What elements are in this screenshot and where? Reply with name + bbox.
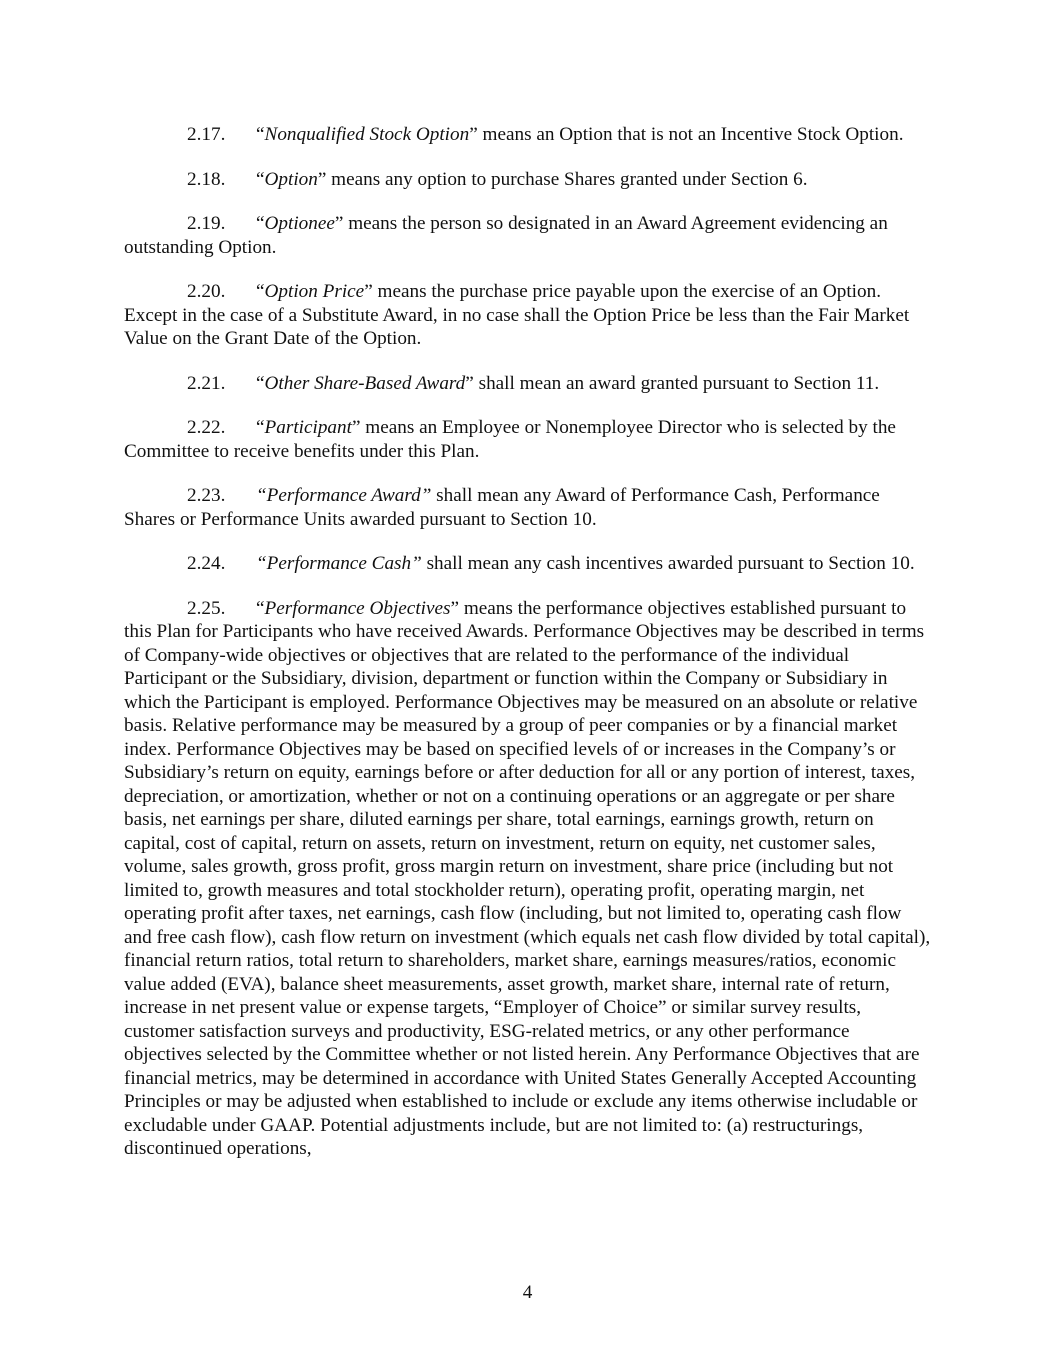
defined-term: Optionee — [264, 213, 335, 234]
definition-2-25 — [124, 597, 932, 1161]
definition-text: shall mean any Award of Performance Cash, Performance Shares or Performance Units awarded pursuant to Section 10. — [124, 485, 880, 530]
open-quote: “ — [256, 553, 267, 574]
definition-text: means the person so designated in an Award Agreement evidencing an outstanding Option. — [124, 213, 888, 258]
definition-text: means any option to purchase Shares granted under Section 6. — [326, 168, 808, 190]
definition-text: shall mean an award granted pursuant to Section 11. — [473, 372, 880, 394]
section-number: 2.18. — [187, 168, 226, 190]
defined-term: Performance Award — [266, 485, 421, 506]
close-quote: ” — [334, 213, 344, 234]
open-quote: “ — [256, 124, 265, 145]
definition-2-20 — [124, 280, 932, 351]
defined-term: Nonqualified Stock Option — [264, 124, 470, 145]
open-quote: “ — [256, 213, 265, 234]
definition-2-24 — [124, 552, 932, 576]
definition-text: means the performance objectives established pursuant to this Plan for Participants who have received Awards. Performance Objectives may be described in terms of Company-wide objectives or objectives that are related to the performance of the individual Participant or the Subsidiary, division, department or function within the Company or Subsidiary in which the Participant is employed. Performance Objectives may be measured on an absolute or relative basis. Relative performance may be measured by a group of peer companies or by a financial market index. Performance Objectives may be based on specified levels of or increases in the Company’s or Subsidiary’s return on equity, earnings before or after deduction for all or any portion of interest, taxes, depreciation, or amortization, whether or not on a continuing operations or an aggregate or per share basis, net earnings per share, diluted earnings per share, total earnings, earnings growth, return on capital, cost of capital, return on assets, return on investment, return on equity, net customer sales, volume, sales growth, gross profit, gross margin return on investment, share price (including but not limited to, growth measures and total stockholder return), operating profit, operating margin, net operating profit after taxes, net earnings, cash flow (including, but not limited to, operating cash flow and free cash flow), cash flow return on investment (which equals net cash flow divided by total capital), financial return ratios, total return to shareholders, market share, earnings measures/ratios, economic value added (EVA), balance sheet measurements, asset growth, market share, internal rate of return, increase in net present value or expense targets, “Employer of Choice” or similar survey results, customer satisfaction surveys and productivity, ESG-related metrics, or any other performance objectives selected by the Committee whether or not listed herein. Any Performance Objectives that are financial metrics, may be determined in accordance with United States Generally Accepted Accounting Principles or may be adjusted when established to include or exclude any items otherwise includable or excludable under GAAP. Potential adjustments include, but are not limited to: (a) restructurings, discontinued operations, — [124, 597, 931, 1159]
section-number: 2.23. — [187, 485, 226, 506]
definition-2-22 — [124, 416, 932, 463]
definition-text: shall mean any cash incentives awarded pursuant to Section 10. — [421, 553, 915, 574]
definition-text: means an Option that is not an Incentive Stock Option. — [477, 124, 904, 145]
section-number: 2.21. — [187, 372, 226, 394]
definition-2-18 — [124, 168, 932, 192]
definition-text: means the purchase price payable upon the exercise of an Option. Except in the case of a Substitute Award, in no case shall the Option Price be less than the Fair Market Value on the Grant Date of the Option. — [124, 281, 910, 349]
close-quote: ” — [465, 372, 474, 394]
section-number: 2.19. — [187, 213, 226, 234]
defined-term: Other Share-Based Award — [264, 372, 466, 394]
open-quote: “ — [256, 372, 265, 394]
open-quote: “ — [256, 417, 265, 438]
open-quote: “ — [256, 597, 265, 619]
close-quote: ” — [364, 281, 373, 302]
section-number: 2.20. — [187, 281, 226, 302]
definition-2-19 — [124, 212, 932, 259]
close-quote: ” — [351, 417, 361, 438]
close-quote: ” — [411, 553, 422, 574]
defined-term: Option — [264, 168, 318, 190]
close-quote: ” — [420, 485, 432, 506]
definition-2-21 — [124, 372, 932, 396]
close-quote: ” — [317, 168, 327, 190]
section-number: 2.24. — [187, 553, 226, 574]
definition-2-17 — [124, 123, 932, 147]
open-quote: “ — [256, 168, 265, 190]
open-quote: “ — [256, 485, 267, 506]
definition-text: means an Employee or Nonemployee Director who is selected by the Committee to receive benefits under this Plan. — [124, 417, 896, 462]
definition-2-23 — [124, 484, 932, 531]
definitions-list — [124, 123, 932, 1182]
section-number: 2.22. — [187, 417, 226, 438]
page-number: 4 — [522, 1282, 533, 1303]
open-quote: “ — [256, 281, 265, 302]
close-quote: ” — [469, 124, 478, 145]
defined-term: Option Price — [264, 281, 365, 302]
defined-term: Performance Objectives — [264, 597, 451, 619]
close-quote: ” — [450, 597, 460, 619]
defined-term: Participant — [264, 417, 352, 438]
section-number: 2.17. — [187, 124, 226, 145]
defined-term: Performance Cash — [266, 553, 412, 574]
section-number: 2.25. — [187, 597, 226, 619]
